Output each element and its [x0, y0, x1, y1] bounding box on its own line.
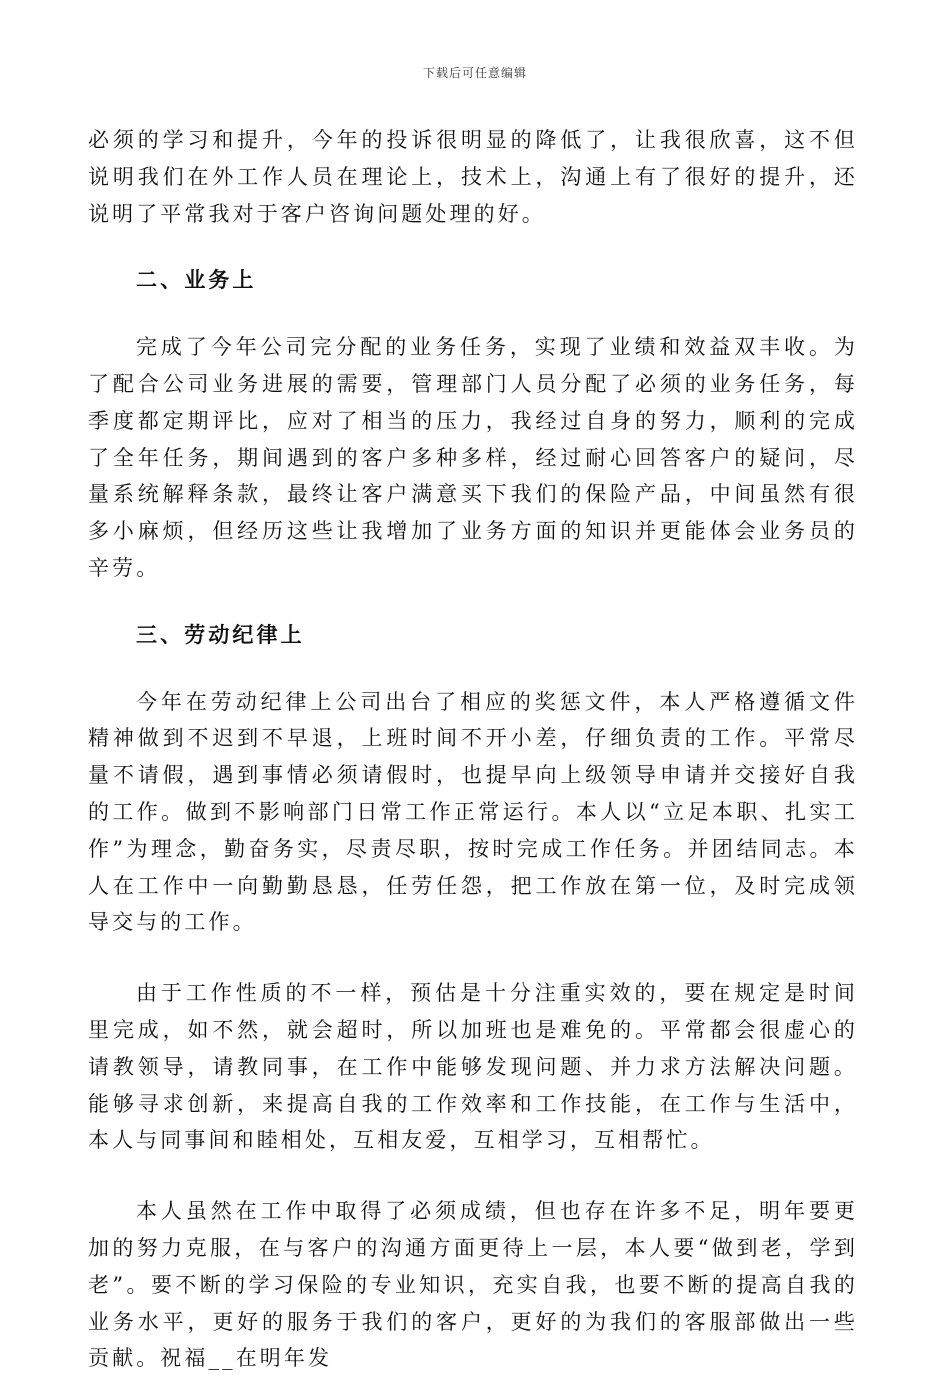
- paragraph-work-nature: 由于工作性质的不一样，预估是十分注重实效的，要在规定是时间里完成，如不然，就会超时，所以加班也是难免的。平常都会很虚心的请教领导，请教同事，在工作中能够发现问题、并力求方法解决问题。能够寻求创新，来提高自我的工作效率和工作技能，在工作与生活中，本人与同事间和睦相处，互相友爱，互相学习，互相帮忙。: [88, 981, 858, 1153]
- paragraph-business: 完成了今年公司完分配的业务任务，实现了业绩和效益双丰收。为了配合公司业务进展的需要，管理部门人员分配了必须的业务任务，每季度都定期评比，应对了相当的压力，我经过自身的努力，顺利的完成了全年任务，期间遇到的客户多种多样，经过耐心回答客户的疑问，尽量系统解释条款，最终让客户满意买下我们的保险产品，中间虽然有很多小麻烦，但经历这些让我增加了业务方面的知识并更能体会业务员的辛劳。: [88, 335, 858, 580]
- section-heading-business: 二、业务上: [136, 267, 257, 293]
- page-header: 下载后可任意编辑: [422, 66, 527, 80]
- paragraph-discipline: 今年在劳动纪律上公司出台了相应的奖惩文件，本人严格遵循文件精神做到不迟到不早退，上班时间不开小差，仔细负责的工作。平常尽量不请假，遇到事情必须请假时，也提早向上级领导申请并交接好自我的工作。做到不影响部门日常工作正常运行。本人以“立足本职、扎实工作”为理念，勤奋务实，尽责尽职，按时完成工作任务。并团结同志。本人在工作中一向勤勤恳恳，任劳任怨，把工作放在第一位，及时完成领导交与的工作。: [88, 689, 858, 935]
- section-heading-discipline: 三、劳动纪律上: [136, 621, 305, 647]
- document-body: [88, 122, 858, 1377]
- paragraph-summary: 本人虽然在工作中取得了必须成绩，但也存在许多不足，明年要更加的努力克服，在与客户的沟通方面更待上一层，本人要“做到老，学到老”。要不断的学习保险的专业知识，充实自我，也要不断的提高自我的业务水平，更好的服务于我们的客户，更好的为我们的客服部做出一些贡献。祝福__在明年发: [88, 1199, 858, 1371]
- paragraph-continuation: 必须的学习和提升，今年的投诉很明显的降低了，让我很欣喜，这不但说明我们在外工作人员在理论上，技术上，沟通上有了很好的提升，还说明了平常我对于客户咨询问题处理的好。: [88, 128, 858, 226]
